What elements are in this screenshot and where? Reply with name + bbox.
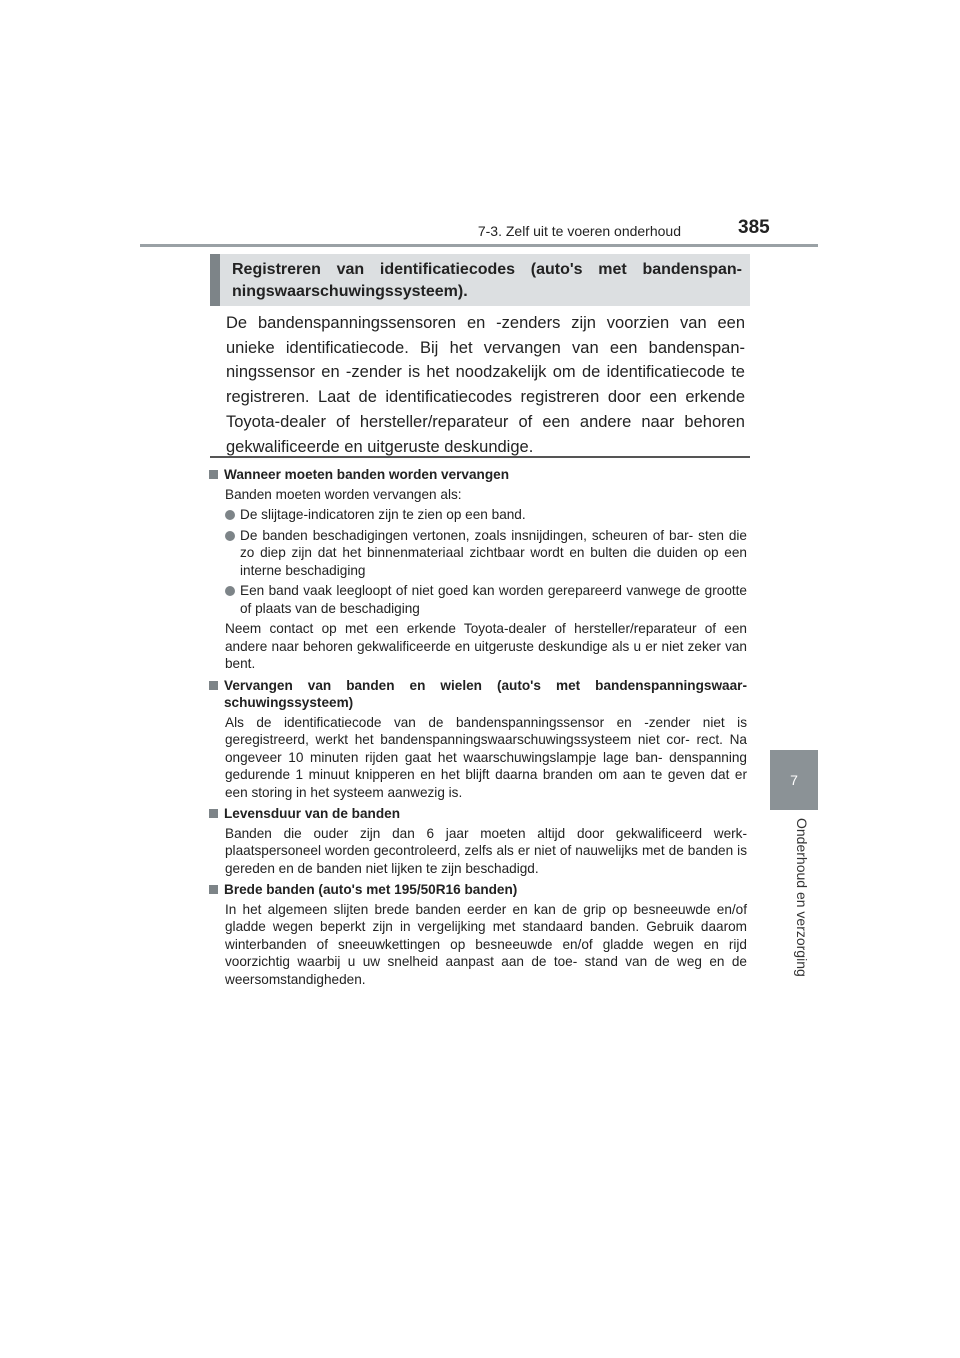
list-item <box>225 506 747 524</box>
section-heading <box>209 805 747 823</box>
section-heading <box>209 466 747 484</box>
section-tire-replacement <box>209 466 747 673</box>
page-number: 385 <box>738 217 770 238</box>
info-box-divider <box>210 456 750 458</box>
circle-bullet-icon <box>225 510 235 520</box>
list-item <box>225 527 747 580</box>
square-bullet-icon <box>209 470 218 479</box>
section-body: Banden die ouder zijn dan 6 jaar moeten altijd door gekwalificeerd werk- plaatspersoneel worden gecontroleerd, zelfs als er niet of nauwelijks met de banden is gereden en de banden niet lijken te zijn beschadigd. <box>225 825 747 876</box>
section-heading <box>209 881 747 899</box>
section-heading-text: Wanneer moeten banden worden vervangen <box>224 467 510 482</box>
bullet-list <box>209 506 747 617</box>
square-bullet-icon <box>209 681 218 690</box>
circle-bullet-icon <box>225 586 235 596</box>
chapter-number: 7 <box>790 772 798 788</box>
section-wide-tires <box>209 881 747 988</box>
section-heading <box>209 677 747 712</box>
section-heading-text: Levensduur van de banden <box>224 806 401 821</box>
section-outro: Neem contact op met een erkende Toyota-dealer of hersteller/reparateur of een andere naar behoren gekwalificeerde en uitgeruste deskundige als u er niet zeker van bent. <box>225 621 747 671</box>
circle-bullet-icon <box>225 531 235 541</box>
section-heading-text: Brede banden (auto's met 195/50R16 banden) <box>224 882 518 897</box>
info-box-title: Registreren van identificatiecodes (auto's met bandenspan- ningswaarschuwingssysteem). <box>210 254 750 306</box>
section-body: Als de identificatiecode van de bandenspanningssensor en -zender niet is geregistreerd, werkt het bandenspanningswaarschuwingssysteem niet cor- rect. Na ongeveer 10 minuten rijden gaat het waarschuwingslampje lage ban- denspanning gedurende 1 minuut knipperen en het blijft daarna branden om aan te geven dat er een storing in het systeem aanwezig is. <box>225 714 747 800</box>
chapter-label: Onderhoud en verzorging <box>794 818 810 977</box>
header-divider <box>140 244 818 247</box>
section-heading-text: Vervangen van banden en wielen (auto's met bandenspanningswaar- schuwingssysteem) <box>224 677 747 710</box>
section-tire-lifespan <box>209 805 747 877</box>
info-box-body: De bandenspanningssensoren en -zenders zijn voorzien van een unieke identificatiecode. Bij het vervangen van een bandenspan- ningssensor en -zender is het noodzakelijk om de identificatiecode te registreren. Laat de identificatiecodes registreren door een erkende Toyota-dealer of hersteller/reparateur of een andere naar behoren gekwalificeerde en uitgeruste deskundige. <box>226 314 745 456</box>
list-item-text: De banden beschadigingen vertonen, zoals insnijdingen, scheuren of bar- sten die zo diep zijn dat het binnenmateriaal zichtbaar wordt en bulten die duiden op een interne beschadiging <box>240 527 747 578</box>
square-bullet-icon <box>209 885 218 894</box>
list-item-text: De slijtage-indicatoren zijn te zien op een band. <box>240 507 526 522</box>
section-intro: Banden moeten worden vervangen als: <box>225 486 462 502</box>
section-tire-wheel-replacement <box>209 677 747 802</box>
chapter-tab[interactable] <box>770 750 818 810</box>
section-body: In het algemeen slijten brede banden eerder en kan de grip op besneeuwde en/of gladde wegen beperkt zijn in vergelijking met standaard banden. Gebruik daarom winterbanden of sneeuwkettingen op besneeuwde en/of gladde wegen en rijd voorzichtig waarbij u uw snelheid aanpast aan de toe- stand van de weg en de weersomstandigheden. <box>225 901 747 987</box>
header-section-title: 7-3. Zelf uit te voeren onderhoud <box>477 223 681 239</box>
list-item <box>225 582 747 617</box>
square-bullet-icon <box>209 809 218 818</box>
main-content <box>209 466 747 988</box>
list-item-text: Een band vaak leegloopt of niet goed kan worden gerepareerd vanwege de grootte of plaats van de beschadiging <box>240 583 747 616</box>
